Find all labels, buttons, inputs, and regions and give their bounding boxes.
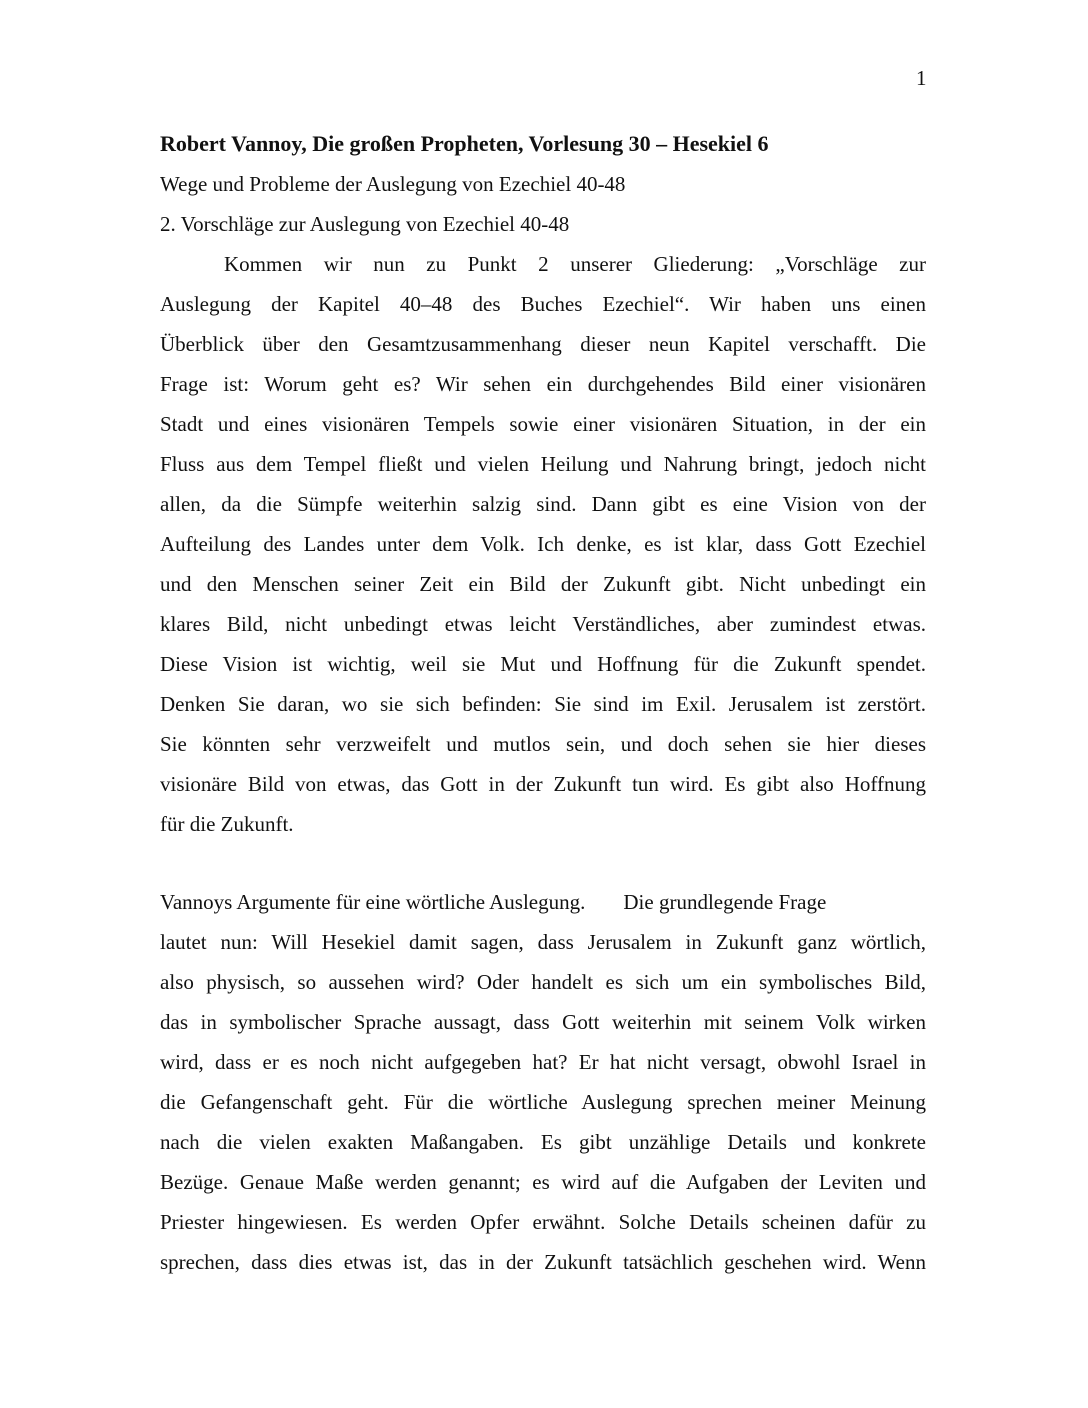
text-line: Denken Sie daran, wo sie sich befinden: Sie sind im Exil. Jerusalem ist zerstört. [160,692,926,716]
text-line: Überblick über den Gesamtzusammenhang dieser neun Kapitel verschafft. Die [160,332,926,356]
text-line: Kommen wir nun zu Punkt 2 unserer Gliederung: „Vorschläge zur [224,252,926,276]
text-line: das in symbolischer Sprache aussagt, dass Gott weiterhin mit seinem Volk wirken [160,1010,926,1034]
text-line: Stadt und eines visionären Tempels sowie einer visionären Situation, in der ein [160,412,926,436]
text-line: Sie könnten sehr verzweifelt und mutlos sein, und doch sehen sie hier dieses [160,732,926,756]
text-line: allen, da die Sümpfe weiterhin salzig sind. Dann gibt es eine Vision von der [160,492,926,516]
text-line: die Gefangenschaft geht. Für die wörtliche Auslegung sprechen meiner Meinung [160,1090,926,1114]
text-line: Auslegung der Kapitel 40–48 des Buches Ezechiel“. Wir haben uns einen [160,292,926,316]
text-line: wird, dass er es noch nicht aufgegeben hat? Er hat nicht versagt, obwohl Israel in [160,1050,926,1074]
text-line: sprechen, dass dies etwas ist, das in der Zukunft tatsächlich geschehen wird. Wenn [160,1250,926,1274]
paragraph-2 [160,882,926,1282]
text-line: klares Bild, nicht unbedingt etwas leicht Verständliches, aber zumindest etwas. [160,612,926,636]
document-title: Robert Vannoy, Die großen Propheten, Vorlesung 30 – Hesekiel 6 [160,131,769,156]
text-line: visionäre Bild von etwas, das Gott in der Zukunft tun wird. Es gibt also Hoffnung [160,772,926,796]
text-line: also physisch, so aussehen wird? Oder handelt es sich um ein symbolisches Bild, [160,970,926,994]
text-line: lautet nun: Will Hesekiel damit sagen, dass Jerusalem in Zukunft ganz wörtlich, [160,930,926,954]
paragraph-1 [160,244,926,844]
text-line [160,882,926,922]
text-line: für die Zukunft. [160,812,294,836]
text-line: Frage ist: Worum geht es? Wir sehen ein durchgehendes Bild einer visionären [160,372,926,396]
section-heading: 2. Vorschläge zur Auslegung von Ezechiel 40-48 [160,212,570,236]
page-number: 1 [916,66,927,90]
subtitle: Wege und Probleme der Auslegung von Ezechiel 40-48 [160,172,626,196]
text-line: Fluss aus dem Tempel fließt und vielen Heilung und Nahrung bringt, jedoch nicht [160,452,926,476]
paragraph-2-first-words: Die grundlegende Frage [623,890,827,914]
text-line: Aufteilung des Landes unter dem Volk. Ich denke, es ist klar, dass Gott Ezechiel [160,532,926,556]
text-line: Diese Vision ist wichtig, weil sie Mut und Hoffnung für die Zukunft spendet. [160,652,926,676]
paragraph-gap [160,844,926,882]
text-line: Bezüge. Genaue Maße werden genannt; es wird auf die Aufgaben der Leviten und [160,1170,926,1194]
text-line: Priester hingewiesen. Es werden Opfer erwähnt. Solche Details scheinen dafür zu [160,1210,926,1234]
text-line: und den Menschen seiner Zeit ein Bild der Zukunft gibt. Nicht unbedingt ein [160,572,926,596]
paragraph-2-heading: Vannoys Argumente für eine wörtliche Auslegung. [160,890,586,914]
text-line: nach die vielen exakten Maßangaben. Es gibt unzählige Details und konkrete [160,1130,926,1154]
document-page [160,124,926,1282]
